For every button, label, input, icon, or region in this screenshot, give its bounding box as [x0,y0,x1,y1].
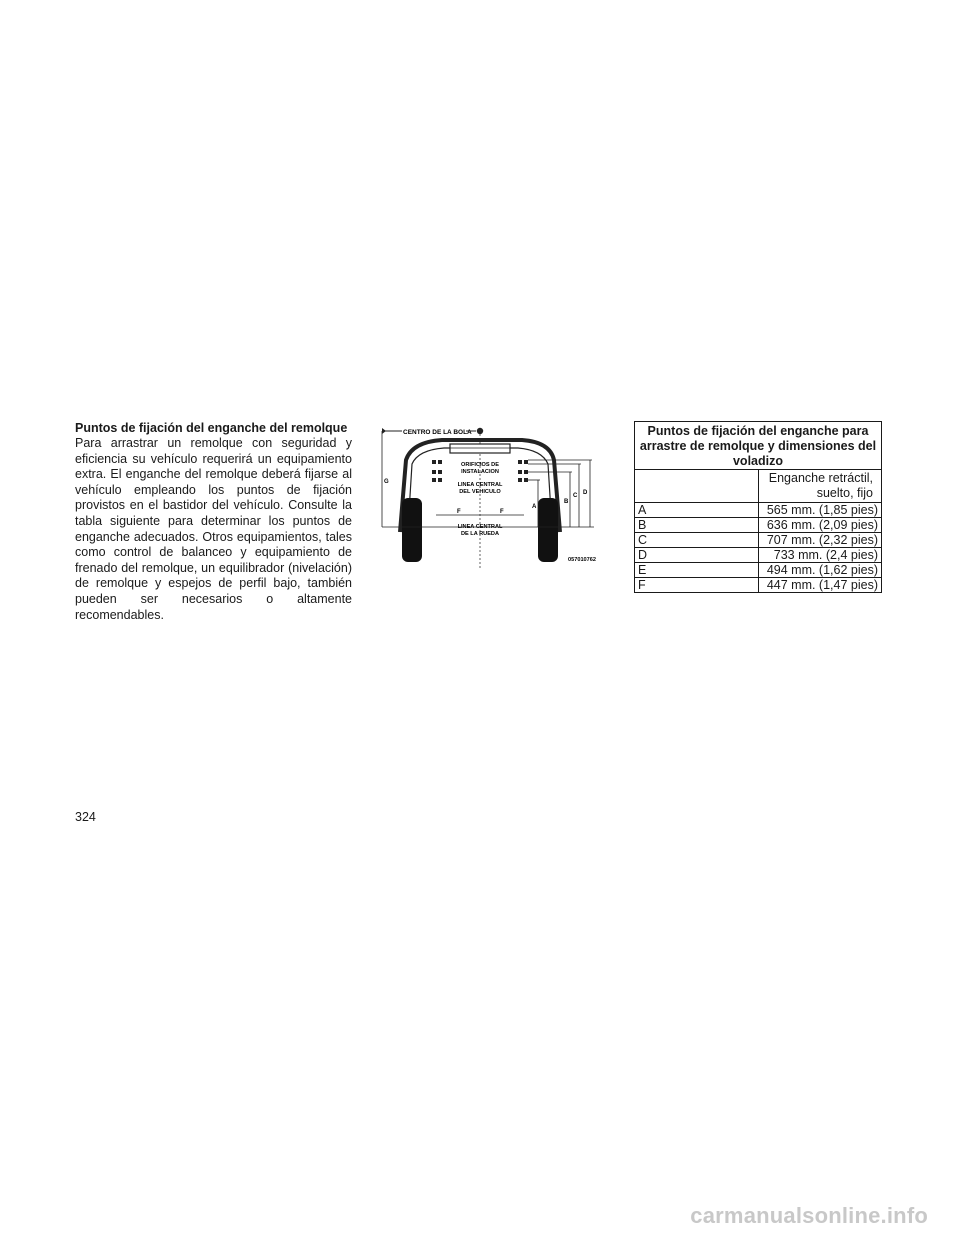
section-body: Para arrastrar un remolque con seguridad y eficiencia su vehículo requerirá un equipamiento extra. El enganche del remolque deberá fijarse al vehículo empleando los puntos de fijación provistos en el bastidor del vehículo. Consulte la tabla siguiente para determinar los puntos de enganche adecuados. Otros equipamientos, tales como control de balanceo y equipamiento de frenado del remolque, un equilibrador (nivelación) de remolque y espejos de perfil bajo, también pueden ser necesarios o altamente recomendables. [75,436,352,622]
label-vehicle-center-2: DEL VEHICULO [459,489,501,495]
table-row [635,548,882,563]
row-label: F [635,578,759,593]
label-f-right: F [500,509,504,515]
row-value: 565 mm. (1,85 pies) [759,503,882,518]
table-title: Puntos de fijación del enganche para arrastre de remolque y dimensiones del voladizo [635,422,882,470]
section-heading: Puntos de fijación del enganche del remolque [75,421,348,435]
table-header-row [635,470,882,503]
figure-code: 057010762 [568,557,596,563]
row-value: 494 mm. (1,62 pies) [759,563,882,578]
row-label: D [635,548,759,563]
label-holes-1: ORIFICIOS DE [461,462,499,468]
hitch-dimensions-table [634,421,882,593]
row-label: E [635,563,759,578]
row-label: B [635,518,759,533]
table-row [635,563,882,578]
table-row [635,518,882,533]
column-header: Enganche retráctil, suelto, fijo [759,470,882,503]
label-a: A [532,504,537,510]
table-row [635,578,882,593]
label-holes-2: INSTALACION [461,469,499,475]
watermark: carmanualsonline.info [690,1203,928,1228]
label-wheel-center-2: DE LA RUEDA [460,531,500,537]
right-tire [538,498,558,562]
hitch-diagram [372,420,608,572]
text-column [75,421,352,623]
row-value: 447 mm. (1,47 pies) [759,578,882,593]
left-tire [402,498,422,562]
label-g: G [384,479,389,485]
hitch-ball [477,428,483,434]
mounting-holes-left [432,460,442,482]
label-vehicle-center-1: LINEA CENTRAL [457,482,503,488]
table-row [635,503,882,518]
page-number: 324 [75,810,96,824]
row-value: 707 mm. (2,32 pies) [759,533,882,548]
label-ball-center: CENTRO DE LA BOLA [403,429,472,436]
row-value: 733 mm. (2,4 pies) [759,548,882,563]
row-value: 636 mm. (2,09 pies) [759,518,882,533]
mounting-holes-right [518,460,528,482]
label-c: C [573,493,578,499]
label-b: B [564,499,569,505]
row-label: C [635,533,759,548]
label-f-left: F [457,509,461,515]
label-wheel-center-1: LINEA CENTRAL [457,524,503,530]
label-d: D [583,490,588,496]
row-label: A [635,503,759,518]
hitch-diagram-svg [372,420,608,572]
table-row [635,533,882,548]
